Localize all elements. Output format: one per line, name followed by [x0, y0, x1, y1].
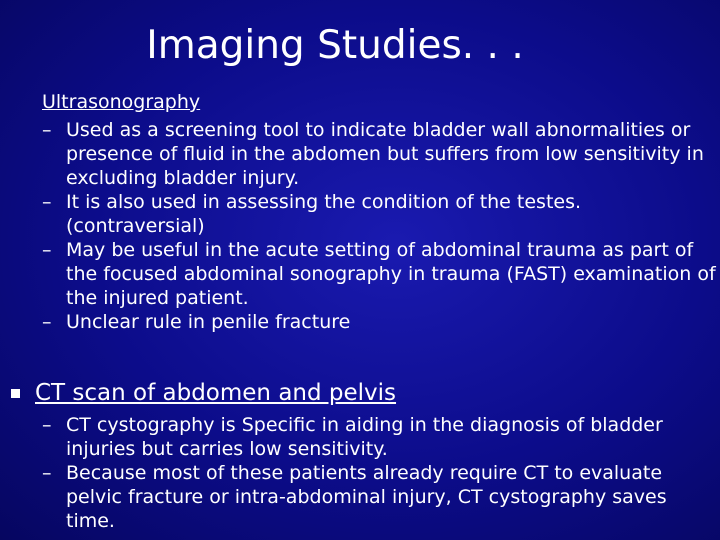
list-item — [42, 413, 718, 461]
list-item-text: May be useful in the acute setting of abdominal trauma as part of the focused abdominal sonography in trauma (FAST) examination of the injured patient. — [66, 239, 716, 309]
section-heading-ct-scan: CT scan of abdomen and pelvis — [35, 380, 397, 406]
dash-bullet: – — [42, 119, 52, 141]
list-item — [42, 310, 718, 334]
dash-bullet: – — [42, 239, 52, 261]
list-item — [42, 190, 718, 238]
dash-bullet: – — [42, 414, 52, 436]
dash-bullet: – — [42, 462, 52, 484]
dash-bullet: – — [42, 311, 52, 333]
list-item — [42, 461, 718, 533]
list-item-text: It is also used in assessing the condition of the testes. (contraversial) — [66, 191, 582, 237]
list-item-text: Unclear rule in penile fracture — [66, 311, 351, 333]
ultrasonography-list — [42, 118, 718, 334]
list-item-text: Used as a screening tool to indicate bladder wall abnormalities or presence of fluid in the abdomen but suffers from low sensitivity in excluding bladder injury. — [66, 119, 704, 189]
square-bullet-icon — [10, 388, 21, 399]
list-item-text: Because most of these patients already require CT to evaluate pelvic fracture or intra-abdominal injury, CT cystography saves time. — [66, 462, 667, 532]
dash-bullet: – — [42, 191, 52, 213]
slide-title: Imaging Studies. . . — [146, 23, 524, 68]
ct-scan-list — [42, 413, 718, 533]
section-heading-ultrasonography: Ultrasonography — [42, 91, 201, 113]
list-item — [42, 118, 718, 190]
list-item — [42, 238, 718, 310]
list-item-text: CT cystography is Specific in aiding in the diagnosis of bladder injuries but carries low sensitivity. — [66, 414, 663, 460]
